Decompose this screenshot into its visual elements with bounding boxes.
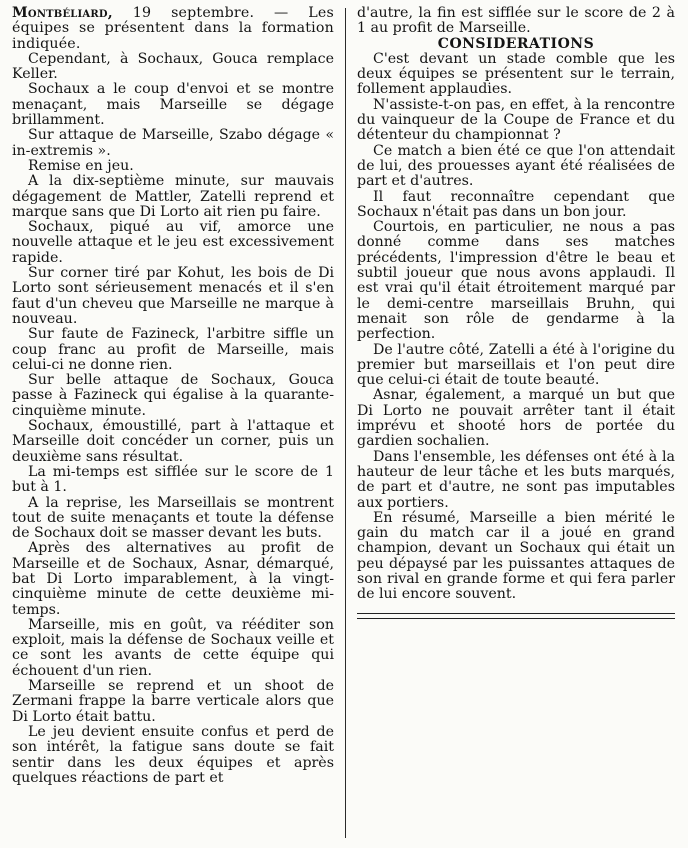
paragraph: En résumé, Marseille a bien mérité le gain du match car il a joué en grand champion, devant un Sochaux qui était un peu dépaysé par les puissantes attaques de son rival en grande forme et qui fera parler de lui encore souvent. [357, 509, 675, 603]
paragraph: Marseille, mis en goût, va rééditer son exploit, mais la défense de Sochaux veille et ce sont les avants de cette équipe qui échouent d'un rien. [12, 616, 334, 679]
paragraph: A la reprise, les Marseillais se montrent tout de suite menaçants et toute la défense de Sochaux doit se masser devant les buts. [12, 494, 334, 542]
paragraph: C'est devant un stade comble que les deux équipes se présentent sur le terrain, follement applaudies. [357, 50, 675, 98]
paragraph: Il faut reconnaître cependant que Sochaux n'était pas dans un bon jour. [357, 188, 675, 220]
paragraph: Sur attaque de Marseille, Szabo dégage « in-extremis ». [12, 127, 334, 159]
paragraph: Remise en jeu. [28, 157, 134, 174]
paragraph: La mi-temps est sifflée sur le score de 1 but à 1. [12, 463, 334, 496]
paragraph: De l'autre côté, Zatelli a été à l'origine du premier but marseillais et l'on peut dire que celui-ci était de toute beauté. [357, 341, 675, 389]
paragraph: Cependant, à Sochaux, Gouca remplace Keller. [12, 50, 334, 83]
paragraph: Asnar, également, a marqué un but que Di Lorto ne pouvait arrêter tant il était imprévu et shooté hors de portée du gardien sochalien. [357, 387, 675, 450]
right-column [357, 6, 675, 619]
column-divider [345, 8, 346, 838]
dateline-text: 19 septembre. — Les équipes se présentent dans la formation indiquée. [12, 5, 334, 52]
paragraph: Sochaux, piqué au vif, amorce une nouvelle attaque et le jeu est excessivement rapide. [12, 219, 334, 266]
section-heading: CONSIDERATIONS [437, 35, 595, 52]
paragraph: Sochaux a le coup d'envoi et se montre menaçant, mais Marseille se dégage brillamment. [12, 81, 334, 129]
paragraph: Ce match a bien été ce que l'on attendait de lui, des prouesses ayant été réalisées de part et d'autres. [357, 142, 675, 190]
paragraph: Après des alternatives au profit de Marseille et de Sochaux, Asnar, démarqué, bat Di Lorto imparablement, à la vingt-cinquième minute de cette deuxième mi-temps. [12, 540, 334, 618]
paragraph: Courtois, en particulier, ne nous a pas donné comme dans ses matches précédents, l'impression d'être le beau et subtil joueur que nous avons applaudi. Il est vrai qu'il était étroitement marqué par le demi-centre marseillais Bruhn, qui menait son rôle de gendarme à la perfection. [357, 219, 675, 343]
paragraph: N'assiste-t-on pas, en effet, à la rencontre du vainqueur de la Coupe de France et du détenteur du championnat ? [357, 96, 675, 144]
continuation-paragraph: d'autre, la fin est sifflée sur le score de 2 à 1 au profit de Marseille. [357, 5, 675, 37]
paragraph: Sochaux, émoustillé, part à l'attaque et Marseille doit concéder un corner, puis un deuxième sans résultat. [12, 418, 334, 465]
paragraph: Sur corner tiré par Kohut, les bois de Di Lorto sont sérieusement menacés et il s'en faut d'un cheveu que Marseille ne marque à nouveau. [12, 265, 334, 327]
dateline-place: Montbéliard, [12, 5, 113, 21]
end-rule [357, 613, 675, 619]
paragraph: A la dix-septième minute, sur mauvais dégagement de Mattler, Zatelli reprend et marque sans que Di Lorto ait rien pu faire. [12, 173, 334, 220]
paragraph: Sur belle attaque de Sochaux, Gouca passe à Fazineck qui égalise à la quarante-cinquième minute. [12, 372, 334, 419]
paragraph: Marseille se reprend et un shoot de Zermani frappe la barre verticale alors que Di Lorto était battu. [12, 678, 334, 725]
dateline-paragraph [12, 6, 334, 52]
paragraph: Le jeu devient ensuite confus et perd de son intérêt, la fatigue sans doute se fait sentir dans les deux équipes et après quelques réactions de part et [12, 723, 334, 786]
left-column [12, 6, 334, 786]
paragraph: Dans l'ensemble, les défenses ont été à la hauteur de leur tâche et les buts marqués, de part et d'autre, ne sont pas imputables aux portiers. [357, 448, 675, 511]
paragraph: Sur faute de Fazineck, l'arbitre siffle un coup franc au profit de Marseille, mais celui-ci ne donne rien. [12, 326, 334, 373]
